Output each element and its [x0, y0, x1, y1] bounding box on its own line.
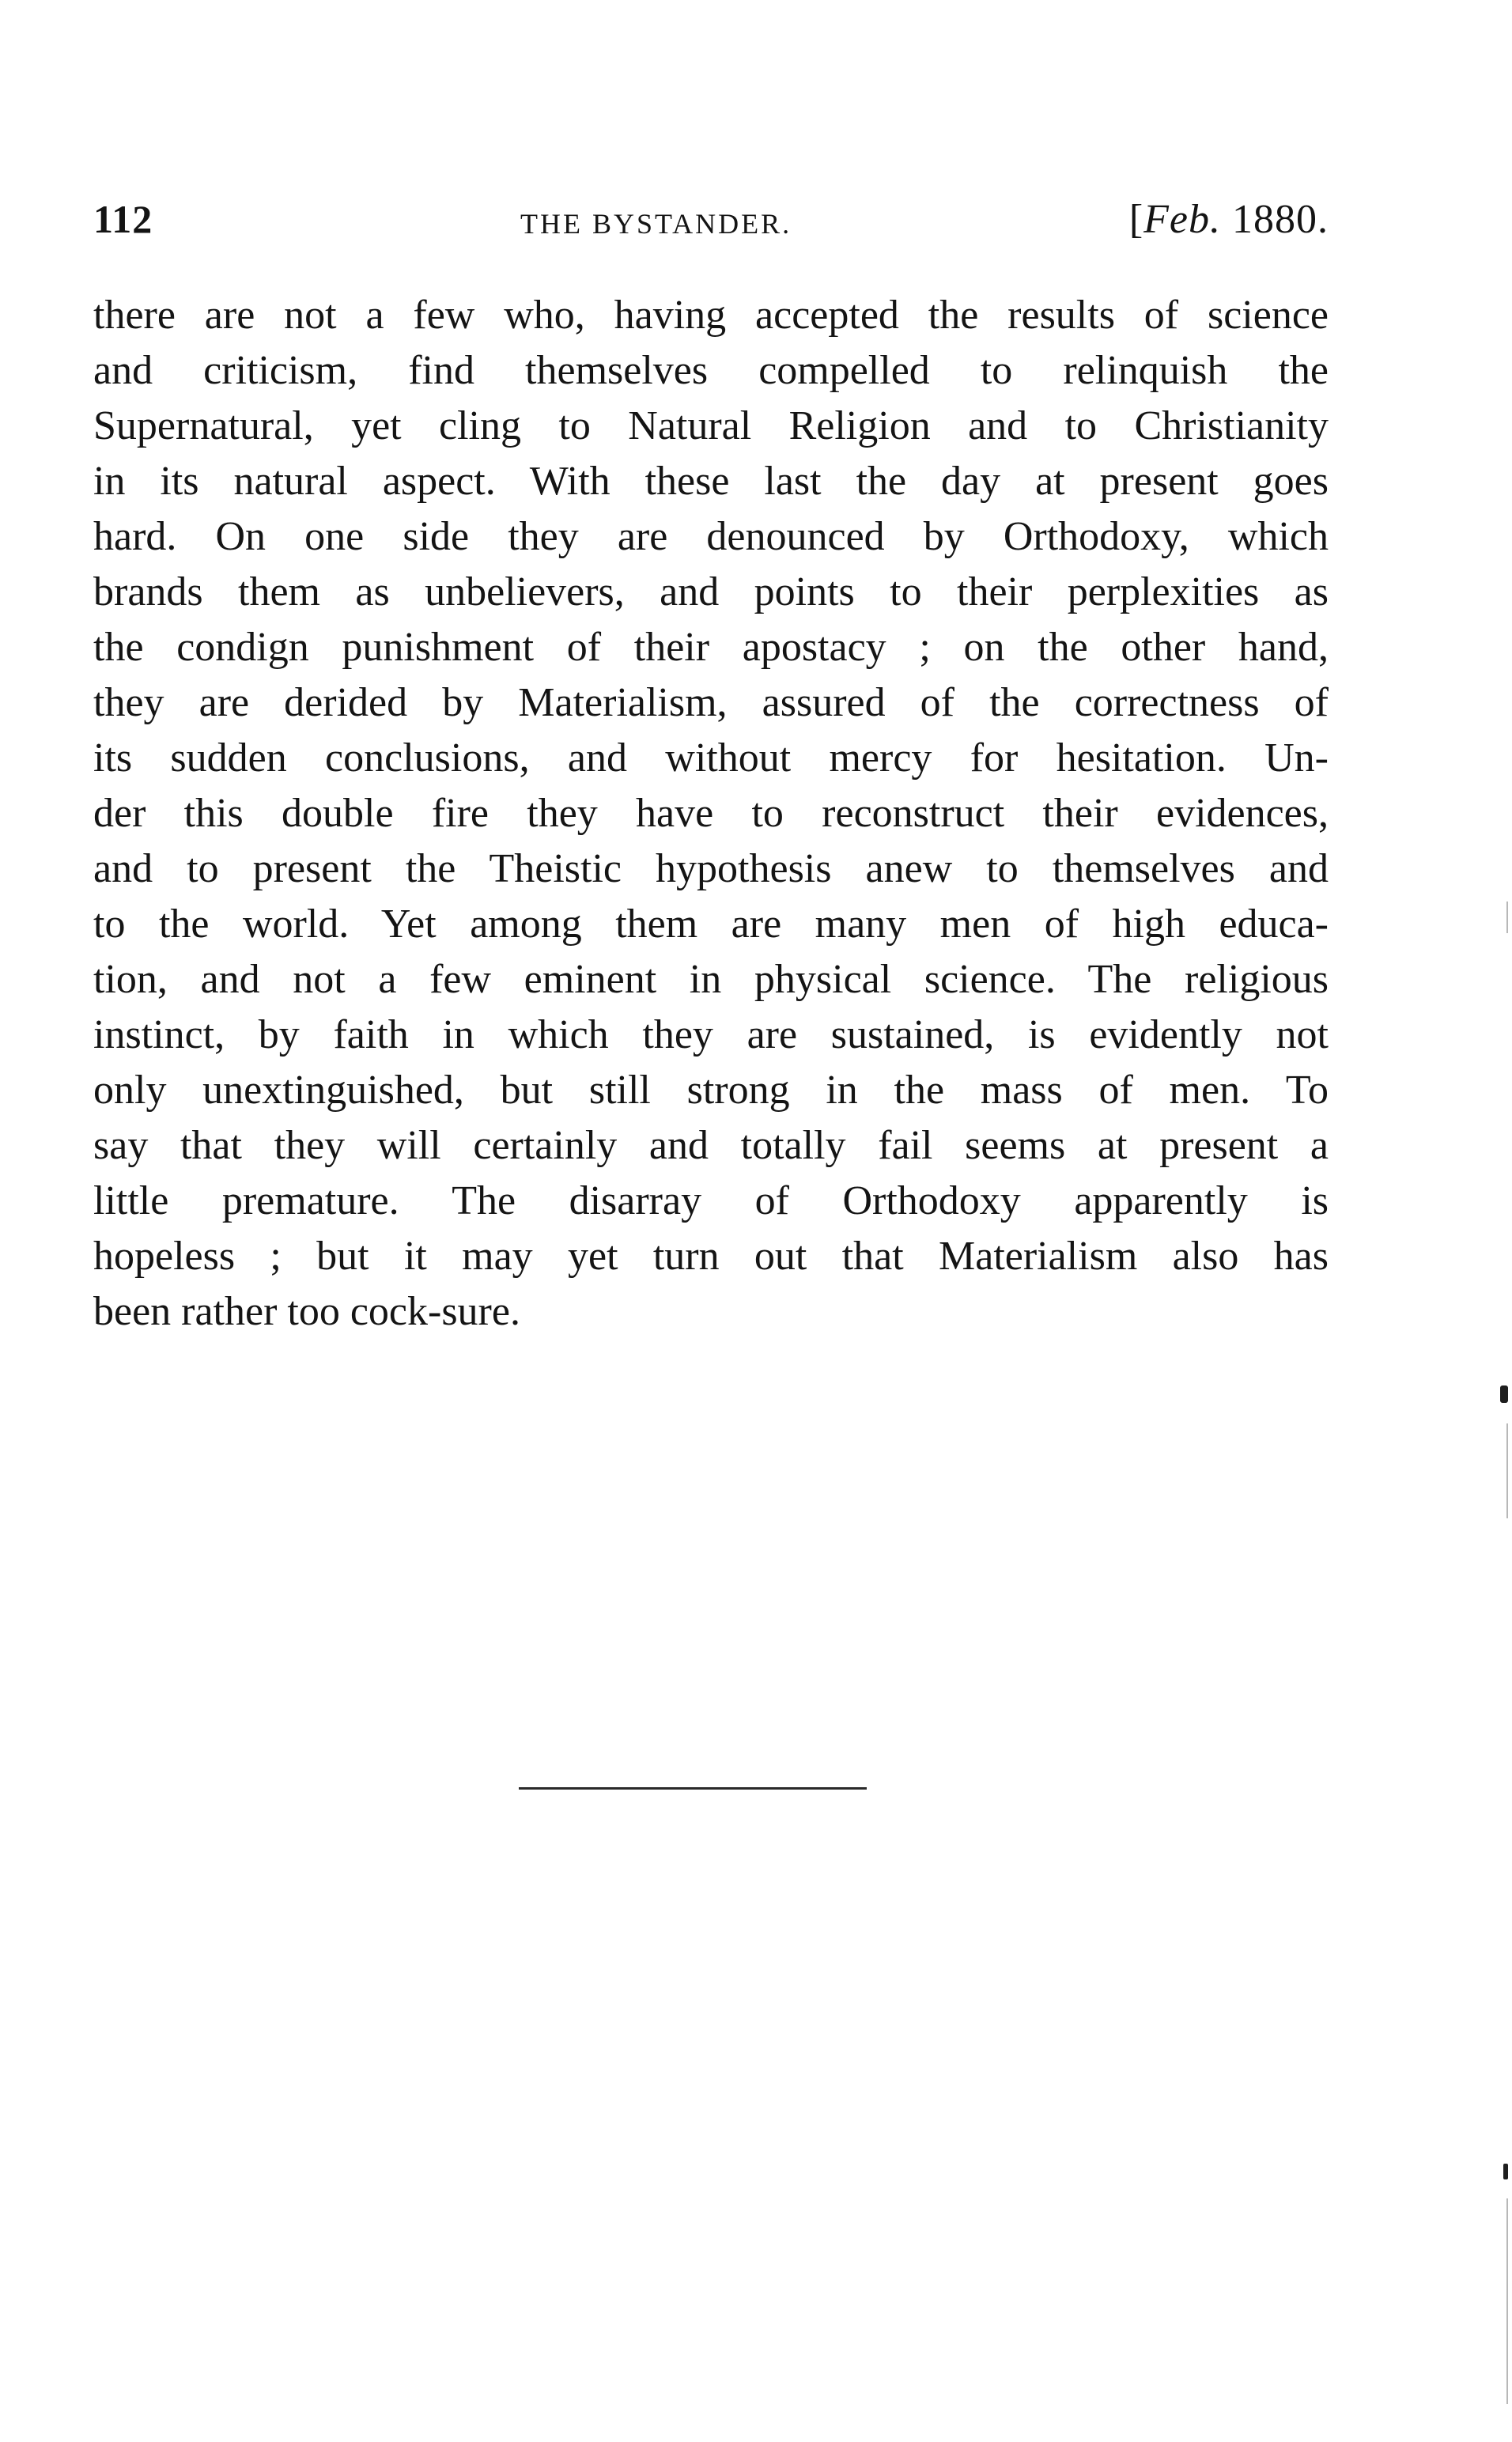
- text-line: to the world. Yet among them are many men of high educa-: [93, 902, 1329, 947]
- text-line: brands them as unbelievers, and points to their perplexities as: [93, 569, 1329, 614]
- date-year: 1880.: [1232, 197, 1329, 242]
- date-month: Feb.: [1143, 197, 1221, 242]
- text-line: only unextinguished, but still strong in the mass of men. To: [93, 1068, 1329, 1113]
- running-head: [93, 196, 1329, 251]
- text-line: hopeless ; but it may yet turn out that Materialism also has: [93, 1234, 1329, 1279]
- section-end-rule: [519, 1787, 867, 1790]
- text-line: been rather too cock-sure.: [93, 1289, 520, 1334]
- text-line: hard. On one side they are denounced by Orthodoxy, which: [93, 514, 1329, 559]
- text-line: its sudden conclusions, and without mercy for hesitation. Un-: [93, 735, 1329, 781]
- text-line: instinct, by faith in which they are sustained, is evidently not: [93, 1012, 1329, 1057]
- text-line: in its natural aspect. With these last the day at present goes: [93, 459, 1329, 504]
- body-paragraph: [93, 288, 1329, 1340]
- edge-speck: [1506, 902, 1508, 933]
- date-bracket: [: [1128, 197, 1144, 242]
- text-line: the condign punishment of their apostacy ; on the other hand,: [93, 625, 1329, 670]
- running-title: THE BYSTANDER.: [520, 208, 792, 240]
- page-number: 112: [93, 197, 153, 241]
- ink-blot: [1503, 2164, 1508, 2179]
- text-line: and criticism, find themselves compelled to relinquish the: [93, 348, 1329, 393]
- text-line: little premature. The disarray of Orthodoxy apparently is: [93, 1178, 1329, 1223]
- text-line: der this double fire they have to reconstruct their evidences,: [93, 791, 1329, 836]
- scan-edge-marks: [1499, 0, 1512, 2442]
- text-line: there are not a few who, having accepted the results of science: [93, 293, 1329, 338]
- text-line: and to present the Theistic hypothesis anew to themselves and: [93, 846, 1329, 891]
- text-line: say that they will certainly and totally fail seems at present a: [93, 1123, 1329, 1168]
- text-line: tion, and not a few eminent in physical science. The religious: [93, 957, 1329, 1002]
- ink-blot: [1500, 1385, 1508, 1403]
- issue-date: [1129, 196, 1329, 243]
- edge-speck: [1506, 1423, 1508, 1518]
- text-line: Supernatural, yet cling to Natural Religion and to Christianity: [93, 403, 1329, 448]
- text-line: they are derided by Materialism, assured of the correctness of: [93, 680, 1329, 725]
- edge-speck: [1506, 2198, 1508, 2404]
